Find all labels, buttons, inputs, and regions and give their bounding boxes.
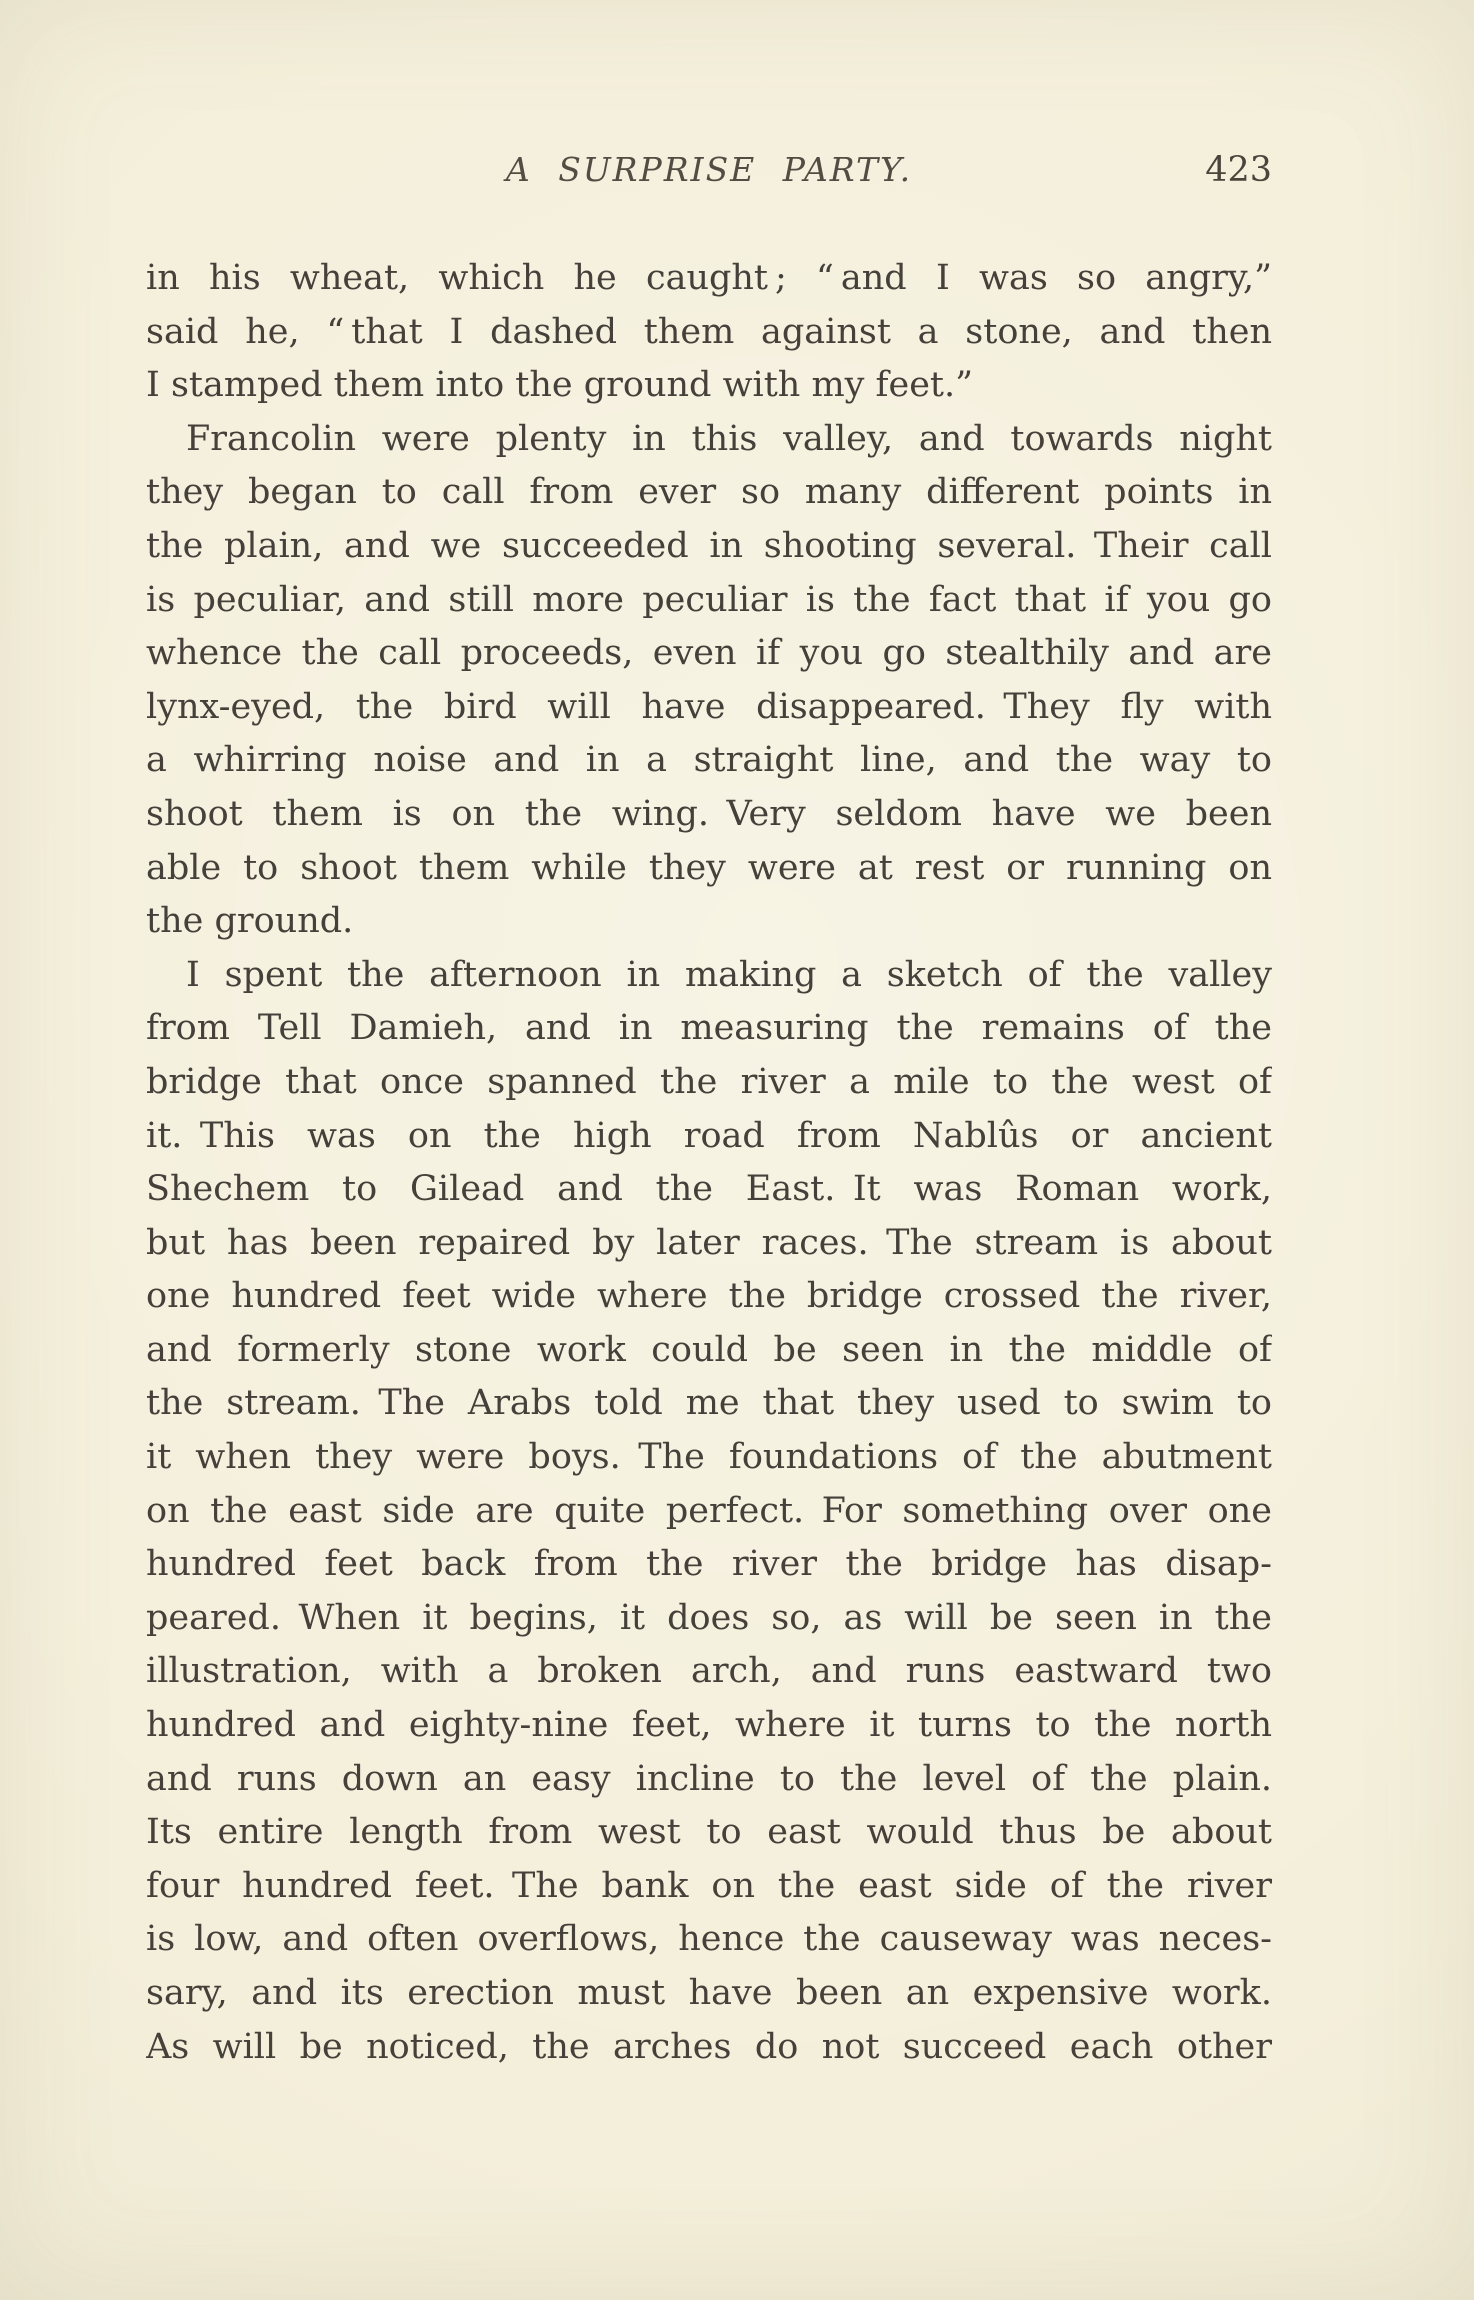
text-line: peared. When it begins, it does so, as will be seen in the: [146, 1597, 1272, 1638]
text-line: bridge that once spanned the river a mile to the west of: [146, 1061, 1272, 1102]
text-line: As will be noticed, the arches do not succeed each other: [146, 2026, 1272, 2067]
running-title: A SURPRISE PARTY.: [505, 150, 913, 189]
text-line: I stamped them into the ground with my feet.”: [146, 365, 974, 406]
text-line: on the east side are quite perfect. For something over one: [146, 1490, 1272, 1531]
text-line: able to shoot them while they were at rest or running on: [146, 847, 1272, 888]
text-line: lynx-eyed, the bird will have disappeared. They fly with: [146, 686, 1272, 727]
text-line: it when they were boys. The foundations of the abutment: [146, 1437, 1272, 1478]
text-line: they began to call from ever so many different points in: [146, 472, 1272, 513]
text-line: is peculiar, and still more peculiar is the fact that if you go: [146, 579, 1272, 620]
text-line: four hundred feet. The bank on the east side of the river: [146, 1865, 1272, 1906]
page-number: 423: [1205, 150, 1272, 190]
text-line: it. This was on the high road from Nablûs or ancient: [146, 1115, 1272, 1156]
text-line: Its entire length from west to east would thus be about: [146, 1812, 1272, 1853]
text-line: but has been repaired by later races. The stream is about: [146, 1222, 1272, 1263]
text-line: and formerly stone work could be seen in the middle of: [146, 1329, 1272, 1370]
text-line: sary, and its erection must have been an expensive work.: [146, 1973, 1272, 2013]
text-line: the stream. The Arabs told me that they used to swim to: [146, 1383, 1272, 1424]
text-line: a whirring noise and in a straight line, and the way to: [146, 740, 1272, 781]
text-line: in his wheat, which he caught ; “ and I was so angry,”: [146, 258, 1272, 298]
text-line: whence the call proceeds, even if you go stealthily and are: [146, 633, 1272, 674]
text-line: illustration, with a broken arch, and runs eastward two: [146, 1651, 1272, 1692]
text-line: hundred feet back from the river the bridge has disap-: [146, 1544, 1272, 1585]
text-line: one hundred feet wide where the bridge crossed the river,: [146, 1276, 1272, 1317]
text-line: is low, and often overflows, hence the causeway was neces-: [146, 1919, 1272, 1960]
body-text: [146, 252, 1272, 2074]
text-line: hundred and eighty-nine feet, where it turns to the north: [146, 1705, 1272, 1746]
text-line: shoot them is on the wing. Very seldom have we been: [146, 793, 1272, 834]
text-line: said he, “ that I dashed them against a stone, and then: [146, 311, 1272, 352]
text-line: the ground.: [146, 901, 354, 942]
text-line: Francolin were plenty in this valley, and towards night: [186, 418, 1272, 459]
text-line: I spent the afternoon in making a sketch of the valley: [186, 954, 1272, 995]
page-header: [146, 150, 1272, 198]
text-line: and runs down an easy incline to the level of the plain.: [146, 1758, 1272, 1799]
text-line: from Tell Damieh, and in measuring the remains of the: [146, 1008, 1272, 1049]
text-line: the plain, and we succeeded in shooting several. Their call: [146, 525, 1272, 566]
text-line: Shechem to Gilead and the East. It was Roman work,: [146, 1169, 1272, 1210]
